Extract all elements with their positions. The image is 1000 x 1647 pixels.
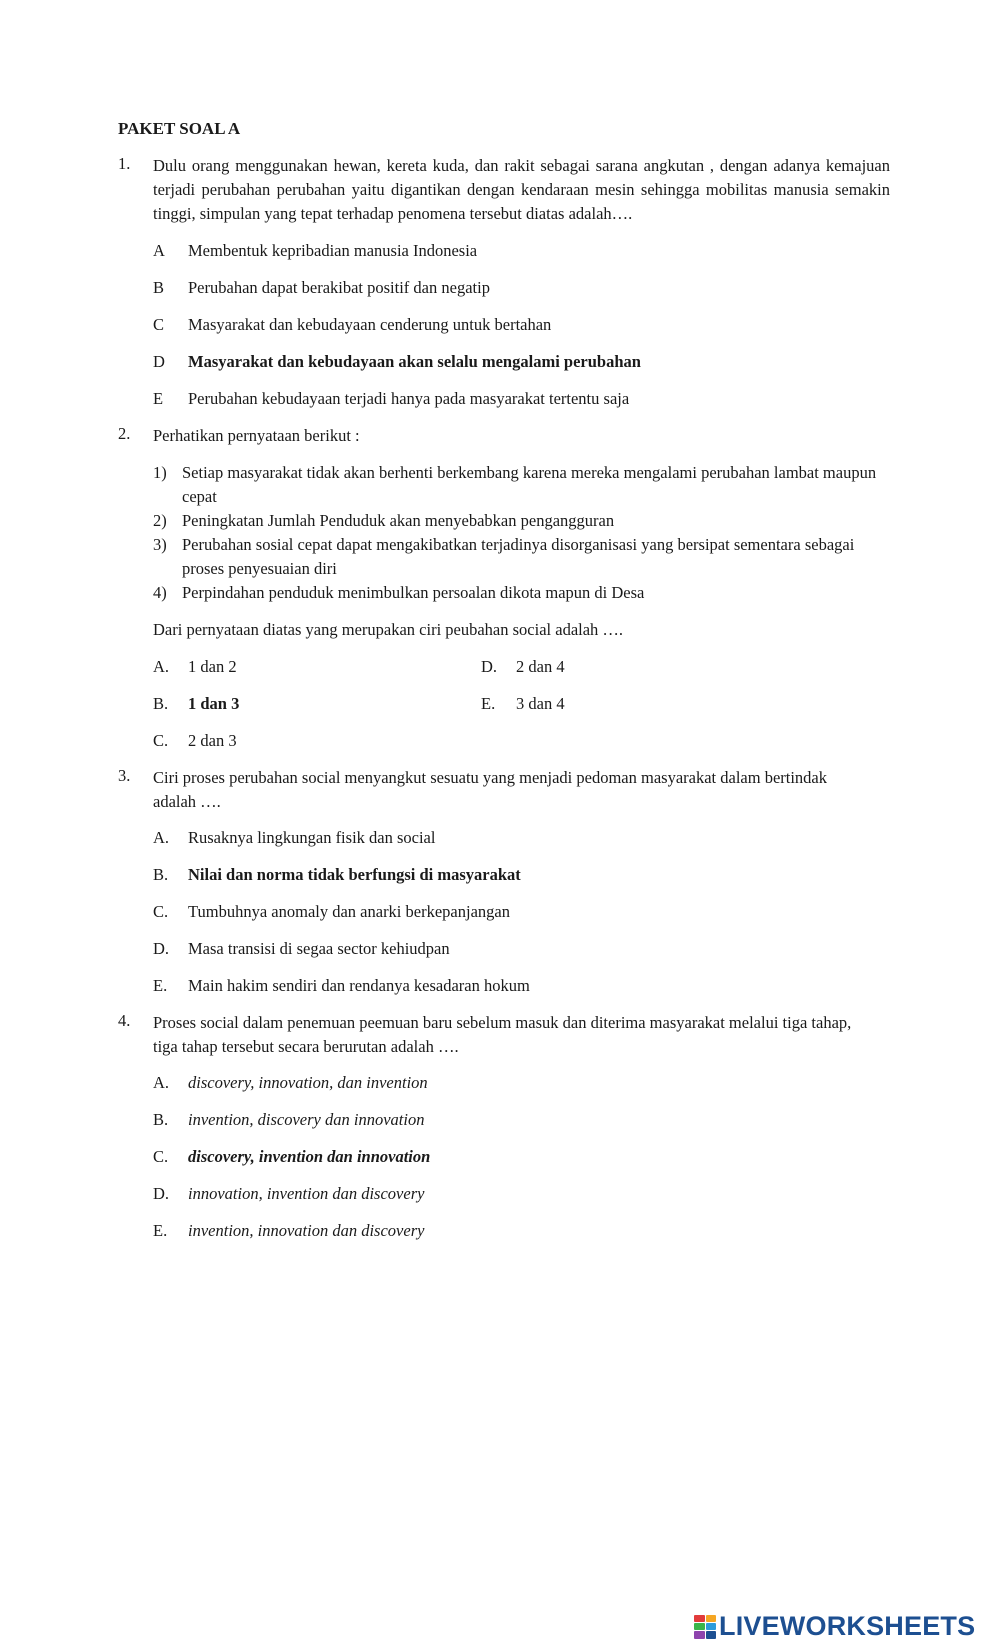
option-text: innovation, invention dan discovery <box>188 1184 425 1203</box>
option-letter: C. <box>153 731 169 750</box>
logo-text: LIVEWORKSHEETS <box>719 1611 976 1641</box>
option-text: Perubahan dapat berakibat positif dan negatip <box>188 278 490 297</box>
option-text: Perubahan kebudayaan terjadi hanya pada masyarakat tertentu saja <box>188 389 630 408</box>
page-title: PAKET SOAL A <box>118 119 241 138</box>
option-text: Tumbuhnya anomaly dan anarki berkepanjangan <box>188 902 510 921</box>
logo-block <box>694 1623 705 1630</box>
logo-block <box>694 1631 705 1638</box>
logo-block <box>694 1615 705 1622</box>
option-text: discovery, invention dan innovation <box>188 1147 431 1166</box>
option-letter: D. <box>153 1184 170 1203</box>
option-text: Rusaknya lingkungan fisik dan social <box>188 828 436 847</box>
statement-3 <box>153 533 883 581</box>
option-text: invention, discovery dan innovation <box>188 1110 425 1129</box>
option-letter: D. <box>153 939 170 958</box>
option-text: Masyarakat dan kebudayaan cenderung untuk bertahan <box>188 315 552 334</box>
option-letter: D. <box>481 657 498 676</box>
statement-text: Perpindahan penduduk menimbulkan persoalan dikota mapun di Desa <box>182 583 645 602</box>
question-2-prompt: Dari pernyataan diatas yang merupakan ciri peubahan social adalah …. <box>153 620 624 639</box>
statement-1 <box>153 461 883 509</box>
option-letter: E <box>153 389 164 408</box>
option-text: 2 dan 4 <box>516 657 565 676</box>
question-text: Perhatikan pernyataan berikut : <box>153 426 360 445</box>
option-text: 3 dan 4 <box>516 694 565 713</box>
question-text: Proses social dalam penemuan peemuan baru sebelum masuk dan diterima masyarakat melalui tiga tahap, tiga tahap tersebut secara berurutan adalah …. <box>153 1013 852 1056</box>
logo-block <box>706 1615 717 1622</box>
option-letter: A. <box>153 828 170 847</box>
statement-text: Peningkatan Jumlah Penduduk akan menyebabkan pengangguran <box>182 511 615 530</box>
option-letter: E. <box>153 1221 168 1240</box>
logo-mark-icon <box>694 1615 716 1639</box>
option-text: 1 dan 2 <box>188 657 237 676</box>
option-text: 1 dan 3 <box>188 694 240 713</box>
option-letter: B. <box>153 1110 169 1129</box>
option-letter: D <box>153 352 165 371</box>
question-number: 1. <box>118 154 131 173</box>
question-text: Dulu orang menggunakan hewan, kereta kuda, dan rakit sebagai sarana angkutan , dengan adanya kemajuan terjadi perubahan perubahan yaitu digantikan dengan kendaraan mesin sehingga mobilitas manusia semakin tinggi, simpulan yang tepat terhadap penomena tersebut diatas adalah…. <box>153 156 890 223</box>
liveworksheets-logo[interactable] <box>694 1611 975 1642</box>
question-number: 2. <box>118 424 131 443</box>
question-number: 4. <box>118 1011 131 1030</box>
question-number: 3. <box>118 766 131 785</box>
option-letter: B. <box>153 865 169 884</box>
question-2 <box>118 424 890 448</box>
statement-number: 4) <box>153 583 167 602</box>
option-text: 2 dan 3 <box>188 731 237 750</box>
statement-number: 1) <box>153 463 167 482</box>
statement-2 <box>153 509 883 533</box>
statement-number: 2) <box>153 511 167 530</box>
option-letter: E. <box>481 694 496 713</box>
option-letter: E. <box>153 976 168 995</box>
option-text: Nilai dan norma tidak berfungsi di masyarakat <box>188 865 521 884</box>
question-1 <box>118 154 890 226</box>
option-letter: C. <box>153 902 169 921</box>
statement-text: Perubahan sosial cepat dapat mengakibatkan terjadinya disorganisasi yang bersipat sementara sebagai proses penyesuaian diri <box>182 535 855 578</box>
option-text: discovery, innovation, dan invention <box>188 1073 428 1092</box>
option-letter: C <box>153 315 165 334</box>
logo-block <box>706 1631 717 1638</box>
question-text: Ciri proses perubahan social menyangkut sesuatu yang menjadi pedoman masyarakat dalam bertindak adalah …. <box>153 768 828 811</box>
option-text: invention, innovation dan discovery <box>188 1221 425 1240</box>
logo-block <box>706 1623 717 1630</box>
option-text: Masa transisi di segaa sector kehiudpan <box>188 939 450 958</box>
question-3 <box>118 766 838 814</box>
option-letter: B. <box>153 694 169 713</box>
option-letter: C. <box>153 1147 169 1166</box>
option-text: Main hakim sendiri dan rendanya kesadaran hokum <box>188 976 530 995</box>
option-text: Membentuk kepribadian manusia Indonesia <box>188 241 478 260</box>
option-letter: A. <box>153 1073 170 1092</box>
option-letter: B <box>153 278 165 297</box>
option-letter: A. <box>153 657 170 676</box>
question-4 <box>118 1011 873 1059</box>
statement-number: 3) <box>153 535 167 554</box>
option-text: Masyarakat dan kebudayaan akan selalu mengalami perubahan <box>188 352 641 371</box>
statement-text: Setiap masyarakat tidak akan berhenti berkembang karena mereka mengalami perubahan lambat maupun cepat <box>182 463 877 506</box>
statement-4 <box>153 581 883 605</box>
option-letter: A <box>153 241 165 260</box>
